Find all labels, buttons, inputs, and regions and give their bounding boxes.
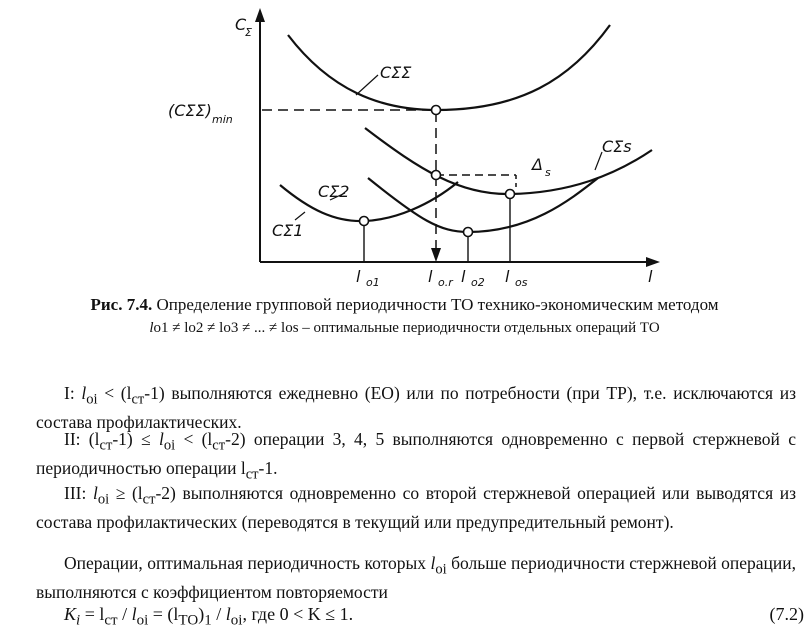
eq-a: = l (80, 604, 105, 624)
x-axis-arrow (646, 257, 660, 267)
tick-os-l: l (505, 267, 510, 286)
p1-a: I: (64, 383, 82, 403)
paragraph-3 (36, 482, 796, 533)
p1-l: l (81, 383, 87, 403)
figure-7-4 (0, 0, 809, 290)
total-leader (356, 75, 378, 95)
p2-l: l (158, 429, 164, 449)
tick-os-sub: os (515, 276, 528, 289)
eq-b: ст (104, 612, 118, 629)
paragraph-2 (36, 428, 796, 485)
tick-o1-sub: o1 (366, 276, 380, 289)
point-o1 (360, 217, 369, 226)
tick-or-sub: o.r (438, 276, 453, 289)
equation-number: (7.2) (769, 604, 804, 624)
y-axis-sub: Σ (245, 26, 252, 39)
caption-prefix: Рис. 7.4. (90, 295, 153, 314)
eq-e: oi (136, 612, 149, 629)
curve-2 (368, 178, 598, 232)
p2-a: II: (l (64, 429, 100, 449)
caption-formula: o1 ≠ lo2 ≠ lo3 ≠ ... ≠ los (153, 320, 299, 336)
p3-d: ≥ (l (109, 483, 143, 503)
p3-f: -2) выполняются одновременно со второй стержневой операцией или выводятся из состава профилактических (переводятся в текущий или предупредительный ремонт). (36, 483, 796, 532)
p2-f: < (l (175, 429, 213, 449)
point-os (506, 190, 515, 199)
p2-sub1: ст (99, 437, 113, 454)
caption-rest: – оптимальные периодичности отдельных операций ТО (298, 320, 660, 336)
y-axis-arrow (255, 8, 265, 22)
p4-sub: oi (435, 561, 447, 578)
tick-or-l: l (428, 267, 433, 286)
eq-j: / (211, 604, 226, 624)
curve-2-label: CΣ2 (318, 182, 350, 201)
point-or (432, 171, 441, 180)
tick-o1-l: l (356, 267, 361, 286)
eq-k2: l (225, 604, 231, 624)
p3-sub1: oi (97, 491, 110, 508)
eq-c: / (117, 604, 132, 624)
caption-title: Определение групповой периодичности ТО технико-экономическим методом (152, 295, 719, 314)
p2-sub2: oi (163, 437, 176, 454)
curve-1 (280, 182, 458, 221)
p3-a: III: (64, 483, 93, 503)
or-arrow (431, 248, 441, 262)
tick-o2-sub: o2 (471, 276, 485, 289)
tick-o2-l: l (461, 267, 466, 286)
p1-sub: oi (86, 391, 98, 408)
y-axis-label: C (235, 15, 247, 34)
eq-d: l (131, 604, 137, 624)
paragraph-4 (36, 552, 796, 603)
eq-g: ТО (178, 612, 199, 629)
p2-j: -1. (258, 457, 278, 478)
p1-d: < (l (97, 383, 132, 403)
equation-7-2 (64, 604, 804, 630)
figure-svg (0, 0, 809, 290)
delta-sub: s (545, 166, 551, 179)
eq-l: oi (230, 612, 243, 629)
curve-total (288, 25, 610, 110)
eq-h: ) (198, 604, 205, 624)
p4-d: больше периодичности стержневой операции, выполняются с коэффициентом повторяемости (36, 553, 797, 602)
p2-sub3: ст (212, 437, 226, 454)
eq-i: 1 (204, 612, 212, 629)
p2-h: -2) операции 3, 4, 5 выполняются одновременно с первой стержневой с периодичностью операции l (36, 429, 796, 478)
figure-caption-line2 (0, 320, 809, 337)
eq-k: K (64, 604, 77, 624)
s-leader (595, 152, 602, 170)
paragraph-1 (36, 382, 796, 433)
curve-1-label: CΣ1 (272, 221, 304, 240)
x-axis-label: l (648, 267, 653, 286)
delta-label: Δ (532, 155, 543, 174)
p2-c: -1) ≤ (112, 429, 159, 449)
point-o2 (464, 228, 473, 237)
caption-l: l (149, 320, 154, 336)
p3-l: l (92, 483, 98, 503)
eq-k-sub: i (76, 612, 81, 629)
p4-a: Операции, оптимальная периодичность которых (64, 553, 431, 573)
p1-sub2: ст (131, 391, 145, 408)
min-label: (CΣΣ) (168, 101, 212, 120)
p2-sub4: ст (245, 466, 259, 482)
p3-sub2: ст (142, 491, 156, 508)
figure-caption (0, 295, 809, 315)
point-min (432, 106, 441, 115)
p1-f: -1) выполняются ежедневно (ЕО) или по потребности (при ТР), т.е. исключаются из состава профилактических. (36, 383, 796, 432)
p4-l: l (430, 553, 436, 573)
min-sub: min (212, 113, 233, 126)
curve-s-label: CΣs (602, 137, 632, 156)
eq-f: = (l (148, 604, 179, 624)
c1-leader (295, 212, 305, 220)
curve-total-label: CΣΣ (380, 63, 412, 82)
eq-m: , где 0 < K ≤ 1. (242, 604, 354, 624)
